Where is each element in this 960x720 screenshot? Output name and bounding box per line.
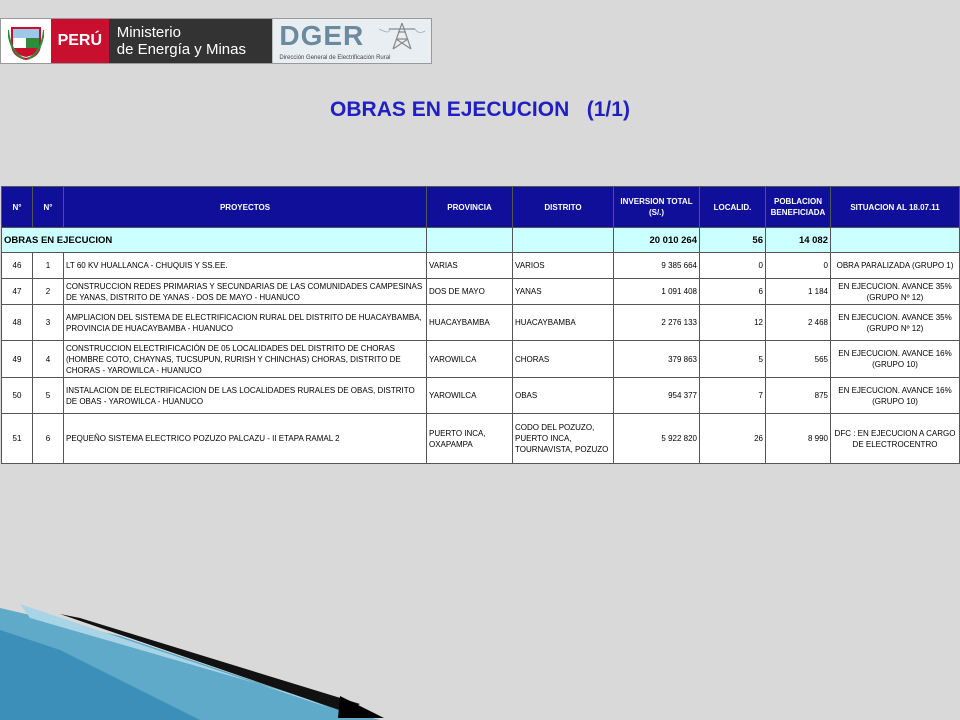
row-situacion: EN EJECUCION. AVANCE 16% (GRUPO 10) [831,378,960,414]
row-situacion: OBRA PARALIZADA (GRUPO 1) [831,253,960,279]
row-provincia: HUACAYBAMBA [427,305,513,341]
peru-label: PERÚ [51,19,109,63]
header-situacion: SITUACION AL 18.07.11 [831,187,960,228]
row-n1: 49 [2,341,33,378]
table-row [2,378,960,414]
row-distrito: YANAS [513,279,614,305]
row-n1: 46 [2,253,33,279]
row-localid: 5 [700,341,766,378]
table-row [2,253,960,279]
header-provincia: PROVINCIA [427,187,513,228]
dger-fullname: Dirección General de Electrificación Rural [279,55,391,61]
row-distrito: CODO DEL POZUZO, PUERTO INCA, TOURNAVISTA, POZUZO [513,414,614,464]
table-row [2,341,960,378]
summary-localidades: 56 [700,228,766,253]
header-proyectos: PROYECTOS [64,187,427,228]
row-inversion: 379 863 [614,341,700,378]
row-n2: 4 [33,341,64,378]
row-n2: 5 [33,378,64,414]
row-proyecto: CONSTRUCCION REDES PRIMARIAS Y SECUNDARIAS DE LAS COMUNIDADES CAMPESINAS DE YANAS, DISTRITO DE YANAS - DOS DE MAYO - HUANUCO [64,279,427,305]
row-provincia: YAROWILCA [427,378,513,414]
dger-logo [272,19,431,63]
row-n1: 50 [2,378,33,414]
row-situacion: EN EJECUCION. AVANCE 16% (GRUPO 10) [831,341,960,378]
summary-empty [513,228,614,253]
row-distrito: CHORAS [513,341,614,378]
header-n1: N° [2,187,33,228]
row-localid: 26 [700,414,766,464]
row-n1: 47 [2,279,33,305]
row-poblacion: 2 468 [766,305,831,341]
row-provincia: DOS DE MAYO [427,279,513,305]
row-provincia: VARIAS [427,253,513,279]
header-poblacion: POBLACION BENEFICIADA [766,187,831,228]
row-proyecto: LT 60 KV HUALLANCA - CHUQUIS Y SS.EE. [64,253,427,279]
row-n2: 2 [33,279,64,305]
row-localid: 7 [700,378,766,414]
row-poblacion: 0 [766,253,831,279]
row-n2: 3 [33,305,64,341]
page-title: OBRAS EN EJECUCION (1/1) [330,98,630,121]
row-poblacion: 1 184 [766,279,831,305]
row-localid: 6 [700,279,766,305]
summary-row [2,228,960,253]
row-proyecto: INSTALACION DE ELECTRIFICACION DE LAS LOCALIDADES RURALES DE OBAS, DISTRITO DE OBAS - YAROWILCA - HUANUCO [64,378,427,414]
row-provincia: PUERTO INCA, OXAPAMPA [427,414,513,464]
header-localid: LOCALID. [700,187,766,228]
row-inversion: 954 377 [614,378,700,414]
row-inversion: 1 091 408 [614,279,700,305]
row-n2: 6 [33,414,64,464]
dger-wordmark [279,20,364,52]
summary-inversion: 20 010 264 [614,228,700,253]
row-situacion: EN EJECUCION. AVANCE 35% (GRUPO Nº 12) [831,305,960,341]
row-poblacion: 8 990 [766,414,831,464]
summary-empty [831,228,960,253]
row-localid: 0 [700,253,766,279]
peru-coat-of-arms-icon [1,19,51,63]
row-proyecto: PEQUEÑO SISTEMA ELECTRICO POZUZO PALCAZU - II ETAPA RAMAL 2 [64,414,427,464]
row-n1: 48 [2,305,33,341]
summary-label: OBRAS EN EJECUCION [2,228,427,253]
row-n2: 1 [33,253,64,279]
row-situacion: DFC : EN EJECUCION A CARGO DE ELECTROCENTRO [831,414,960,464]
row-provincia: YAROWILCA [427,341,513,378]
table-row [2,414,960,464]
table-row [2,279,960,305]
row-inversion: 2 276 133 [614,305,700,341]
row-distrito: HUACAYBAMBA [513,305,614,341]
summary-empty [427,228,513,253]
decorative-arrow-band [0,600,960,720]
ministry-line2: de Energía y Minas [116,41,246,58]
row-n1: 51 [2,414,33,464]
summary-poblacion: 14 082 [766,228,831,253]
header-n2: N° [33,187,64,228]
header-inversion: INVERSION TOTAL (S/.) [614,187,700,228]
row-proyecto: CONSTRUCCION ELECTRIFICACIÓN DE 05 LOCALIDADES DEL DISTRITO DE CHORAS (HOMBRE COTO, CHAYNAS, TUCSUPUN, RURISH Y CHINCHAS) CHORAS, DISTRITO DE CHORAS - YAROWILCA - HUANUCO [64,341,427,378]
dger-wordmark-text: DGER [279,20,365,51]
works-table [1,186,960,464]
ministry-logo-banner [0,18,432,64]
row-localid: 12 [700,305,766,341]
row-proyecto: AMPLIACION DEL SISTEMA DE ELECTRIFICACION RURAL DEL DISTRITO DE HUACAYBAMBA, PROVINCIA DE HUACAYBAMBA - HUANUCO [64,305,427,341]
row-poblacion: 875 [766,378,831,414]
row-situacion: EN EJECUCION. AVANCE 35% (GRUPO Nº 12) [831,279,960,305]
ministry-name [109,19,273,63]
ministry-line1: Ministerio [116,24,181,41]
header-distrito: DISTRITO [513,187,614,228]
row-distrito: OBAS [513,378,614,414]
row-inversion: 9 385 664 [614,253,700,279]
table-header-row [2,187,960,228]
row-distrito: VARIOS [513,253,614,279]
transmission-tower-icon [379,21,425,51]
table-row [2,305,960,341]
row-inversion: 5 922 820 [614,414,700,464]
row-poblacion: 565 [766,341,831,378]
